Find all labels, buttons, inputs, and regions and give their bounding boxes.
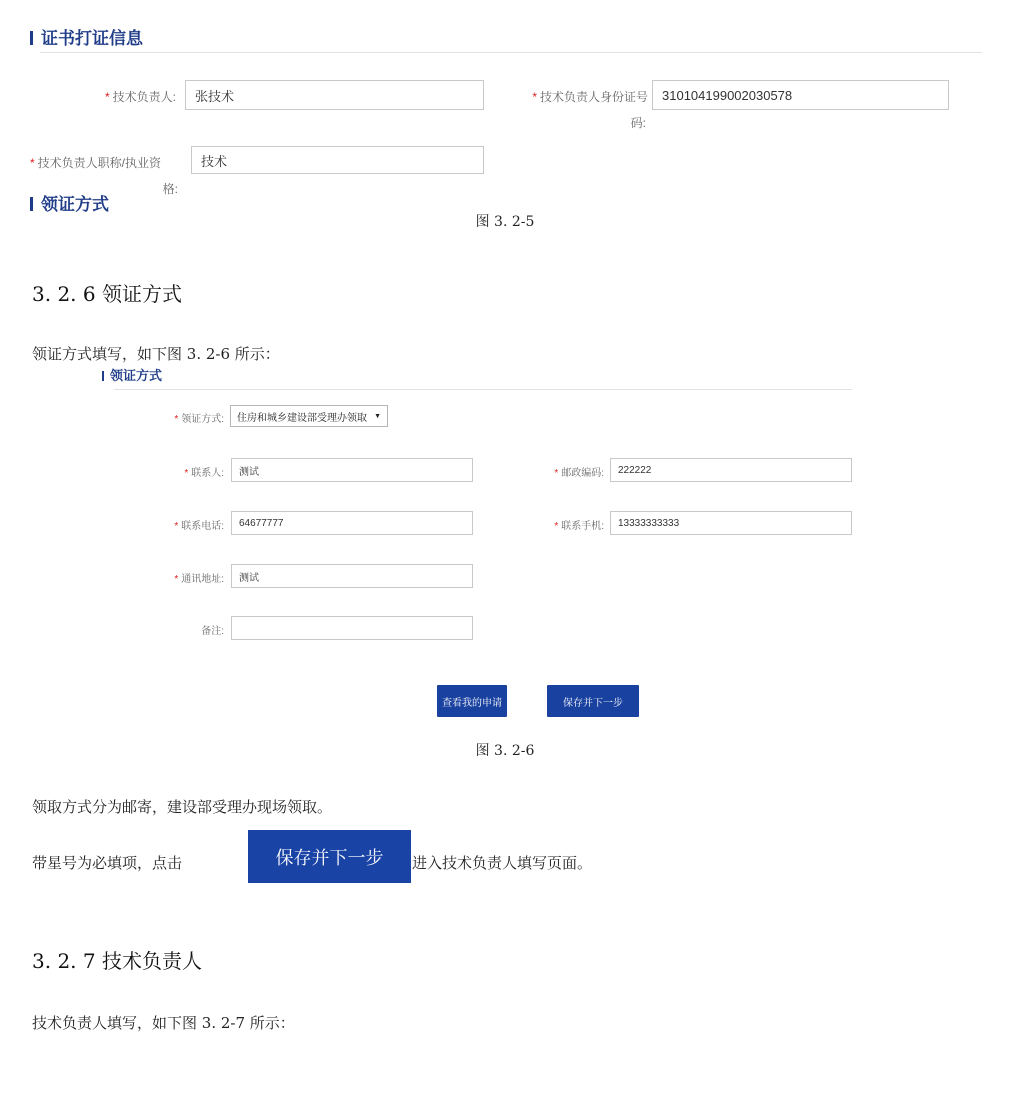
figure-caption-3-2-5: 图 3. 2-5 bbox=[475, 214, 535, 230]
form-screenshot-certificate-info bbox=[30, 18, 985, 214]
tech-lead-title-label-cont: 格: bbox=[162, 182, 178, 196]
section-divider bbox=[40, 52, 982, 53]
tech-lead-id-label: * 技术负责人身份证号 bbox=[532, 90, 648, 104]
section-bar-icon bbox=[102, 371, 104, 381]
dropdown-arrow-icon: ▼ bbox=[374, 412, 381, 420]
tech-lead-label: * 技术负责人: bbox=[104, 90, 176, 104]
form-screenshot-pickup-method bbox=[100, 367, 860, 727]
section-title-pickup: 领证方式 bbox=[102, 365, 162, 384]
tech-lead-input[interactable]: 张技术 bbox=[185, 80, 484, 110]
tech-lead-id-input[interactable]: 310104199002030578 bbox=[652, 80, 949, 110]
phone-input[interactable]: 64677777 bbox=[231, 511, 473, 535]
heading-3-2-6: 3. 2. 6 领证方式 bbox=[32, 282, 182, 306]
mobile-label: * 联系手机: bbox=[554, 521, 604, 532]
remark-input[interactable] bbox=[231, 616, 473, 640]
view-my-application-button[interactable]: 查看我的申请 bbox=[437, 685, 507, 717]
remark-label: 备注: bbox=[201, 626, 224, 637]
intro-paragraph-3-2-6: 领证方式填写，如下图 3. 2-6 所示： bbox=[32, 345, 280, 363]
section-title-cut: 领证方式 bbox=[30, 190, 109, 215]
mobile-input[interactable]: 13333333333 bbox=[610, 511, 852, 535]
address-label: * 通讯地址: bbox=[174, 574, 224, 585]
section-bar-icon bbox=[30, 197, 33, 211]
intro-paragraph-3-2-7: 技术负责人填写，如下图 3. 2-7 所示： bbox=[32, 1014, 295, 1032]
section-bar-icon bbox=[30, 31, 33, 45]
pickup-method-select[interactable]: 住房和城乡建设部受理办领取 ▼ bbox=[230, 405, 388, 427]
save-and-next-button[interactable]: 保存并下一步 bbox=[547, 685, 639, 717]
tech-lead-title-input[interactable]: 技术 bbox=[191, 146, 484, 174]
heading-3-2-7: 3. 2. 7 技术负责人 bbox=[32, 949, 202, 973]
paragraph-required-after: 进入技术负责人填写页面。 bbox=[412, 854, 593, 872]
figure-caption-3-2-6: 图 3. 2-6 bbox=[475, 743, 535, 759]
phone-label: * 联系电话: bbox=[174, 521, 224, 532]
contact-input[interactable]: 测试 bbox=[231, 458, 473, 482]
paragraph-required-before: 带星号为必填项，点击 bbox=[32, 854, 183, 872]
contact-label: * 联系人: bbox=[184, 468, 224, 479]
tech-lead-title-label: * 技术负责人职称/执业资 bbox=[30, 156, 162, 170]
section-divider bbox=[114, 389, 852, 390]
postcode-label: * 邮政编码: bbox=[554, 468, 604, 479]
tech-lead-id-label-cont: 码: bbox=[630, 116, 646, 130]
postcode-input[interactable]: 222222 bbox=[610, 458, 852, 482]
section-title-certificate: 证书打证信息 bbox=[30, 24, 143, 49]
pickup-method-label: * 领证方式: bbox=[174, 414, 224, 425]
save-and-next-inline-button[interactable]: 保存并下一步 bbox=[248, 830, 411, 883]
paragraph-pickup-options: 领取方式分为邮寄，建设部受理办现场领取。 bbox=[32, 798, 333, 816]
address-input[interactable]: 测试 bbox=[231, 564, 473, 588]
